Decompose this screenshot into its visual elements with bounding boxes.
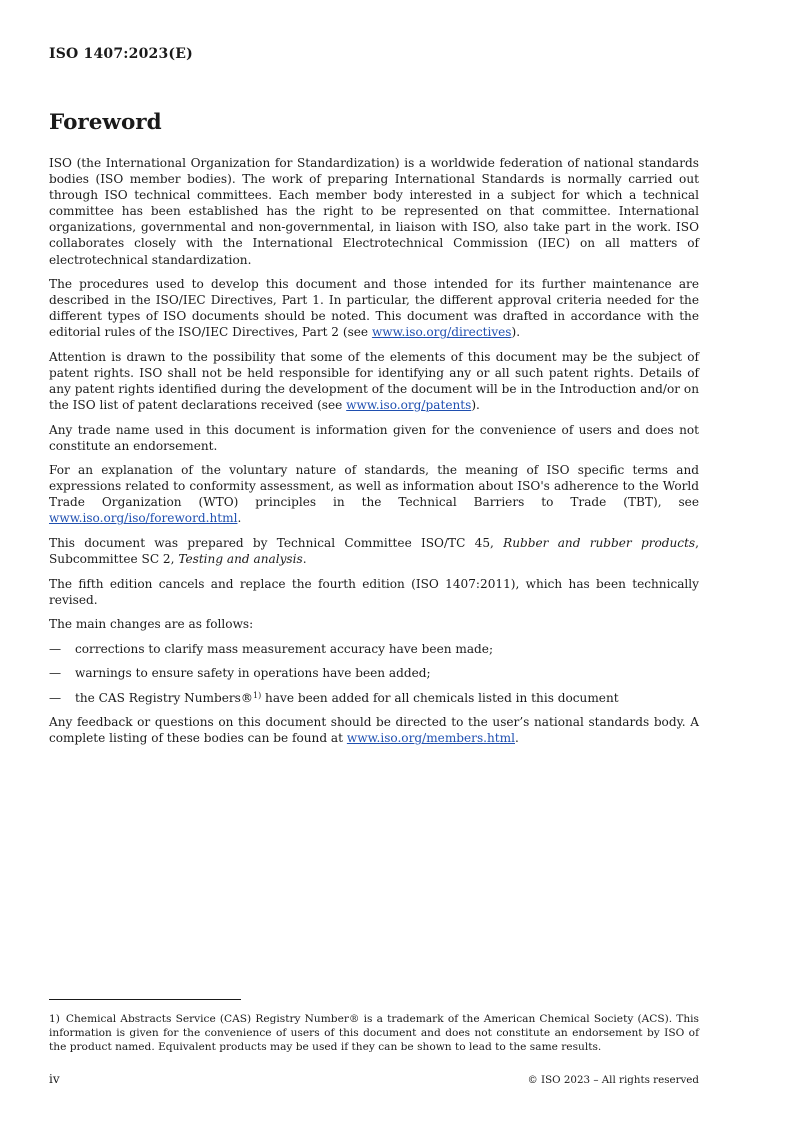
list-item [49,641,699,657]
committee-text-a: This document was prepared by Technical Committee ISO/TC 45, [49,535,504,550]
change-item-text: warnings to ensure safety in operations have been added; [75,666,431,681]
paragraph-trade-name: Any trade name used in this document is information given for the convenience of users and does not constitute an endorsement. [49,422,699,453]
committee-text-c: , Subcommittee SC 2, [49,535,699,567]
paragraph-iso-intro: ISO (the International Organization for Standardization) is a worldwide federation of national standards bodies (ISO member bodies). The work of preparing International Standards is normally carried out through ISO technical committees. Each member body interested in a subject for which a technical committee has been established has the right to be represented on that committee. International organizations, governmental and non-governmental, in liaison with ISO, also take part in the work. ISO collaborates closely with the International Electrotechnical Commission (IEC) on all matters of electrotechnical standardization. [49,156,699,267]
paragraph-feedback-end: . [515,731,519,746]
change-item-text [75,690,619,706]
footnote-number: 1) [49,1013,60,1025]
dash-bullet: — [49,690,62,705]
dash-bullet: — [49,641,62,656]
list-item [49,690,699,706]
list-item [49,665,699,681]
committee-text-e: . [302,552,307,567]
paragraph-voluntary-end: . [237,511,242,526]
paragraph-edition: The fifth edition cancels and replace the fourth edition (ISO 1407:2011), which has been technically revised. [49,576,699,607]
document-identifier: ISO 1407:2023(E) [49,46,193,62]
paragraph-procedures-end: ). [511,325,521,340]
change-item-text-end: have been added for all chemicals listed in this document [261,690,619,705]
paragraph-feedback-text: Any feedback or questions on this document should be directed to the user’s national standards body. A complete listing of these bodies can be found at [49,715,699,746]
directives-link[interactable]: www.iso.org/directives [371,325,512,340]
copyright-notice: © ISO 2023 – All rights reserved [527,1074,699,1086]
page-title: Foreword [49,110,162,135]
change-item-text-start: the CAS Registry Numbers® [75,690,253,705]
paragraph-procedures [49,276,699,340]
change-item-text: corrections to clarify mass measurement accuracy have been made; [75,641,494,656]
paragraph-committee [49,535,699,567]
foreword-link[interactable]: www.iso.org/iso/foreword.html [49,511,238,526]
foreword-body [49,155,699,755]
members-link[interactable]: www.iso.org/members.html [346,731,515,746]
paragraph-feedback [49,714,699,746]
paragraph-voluntary-nature [49,462,699,526]
committee-name: Rubber and rubber products [503,535,696,550]
footnote-reference[interactable]: 1) [252,690,262,700]
page-number: iv [49,1072,60,1086]
subcommittee-name: Testing and analysis [178,552,303,567]
paragraph-patents [49,349,699,413]
paragraph-procedures-text: The procedures used to develop this document and those intended for its further maintenance are described in the ISO/IEC Directives, Part 1. In particular, the different approval criteria needed for the different types of ISO documents should be noted. This document was drafted in accordance with the editorial rules of the ISO/IEC Directives, Part 2 (see [49,277,699,340]
paragraph-patents-end: ). [471,398,480,413]
patents-link[interactable]: www.iso.org/patents [346,398,472,413]
paragraph-patents-text: Attention is drawn to the possibility that some of the elements of this document may be the subject of patent rights. ISO shall not be held responsible for identifying any or all such patent rights. Details of any patent rights identified during the development of the document will be in the Introduction and/or on the ISO list of patent declarations received (see [49,349,699,413]
dash-bullet: — [49,666,62,681]
footnote [49,1012,699,1054]
footnote-divider [49,999,241,1000]
paragraph-voluntary-text: For an explanation of the voluntary nature of standards, the meaning of ISO specific terms and expressions related to conformity assessment, as well as information about ISO's adherence to the World Trade Organization (WTO) principles in the Technical Barriers to Trade (TBT), see [49,463,699,510]
footnote-text: Chemical Abstracts Service (CAS) Registry Number® is a trademark of the American Chemical Society (ACS). This information is given for the convenience of users of this document and does not constitute an endorsement by ISO of the product named. Equivalent products may be used if they can be shown to lead to the same results. [49,1013,699,1053]
paragraph-main-changes: The main changes are as follows: [49,617,254,632]
